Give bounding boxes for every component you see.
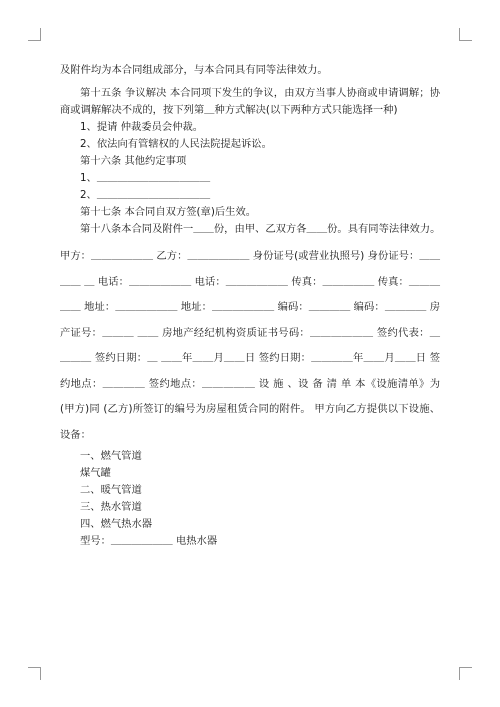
paragraph-option-arbitration: 1、提请 仲裁委员会仲裁。 [80, 121, 204, 133]
paragraph-article-16: 第十六条 其他约定事项 [80, 155, 187, 167]
crop-mark-bottom-right [459, 667, 472, 680]
equipment-item-heating-pipe: 二、暖气管道 [80, 484, 142, 496]
equipment-item-hot-water-pipe: 三、热水管道 [80, 501, 142, 513]
paragraph-other-item-1: 1、＿＿＿＿＿＿＿＿＿＿＿ [80, 172, 211, 184]
paragraph-option-litigation: 2、依法向有管辖权的人民法院提起诉讼。 [80, 138, 272, 150]
crop-mark-top-left [28, 28, 41, 41]
document-page [60, 62, 440, 550]
paragraph-article-17: 第十七条 本合同自双方签(章)后生效。 [80, 206, 257, 218]
paragraph-article-15: 第十五条 争议解决 本合同项下发生的争议，由双方当事人协商或申请调解；协商或调解解决不成的，按下列第＿种方式解决(以下两种方式只能选择一种) [60, 87, 440, 116]
equipment-item-gas-water-heater: 四、燃气热水器 [80, 518, 153, 530]
paragraph-signature-block: 甲方：＿＿＿＿＿＿ 乙方：＿＿＿＿＿＿ 身份证号(或营业执照号) 身份证号：＿＿＿＿ ＿ 电话：＿＿＿＿＿＿ 电话：＿＿＿＿＿＿ 传真：＿＿＿＿＿ 传真：＿＿＿＿＿ 地址：＿＿＿＿＿＿ 地址：＿＿＿＿＿＿ 编码：＿＿＿＿ 编码：＿＿＿＿ 房产证号：＿＿＿ ＿＿ 房地产经纪机构资质证书号码：＿＿＿＿＿＿ 签约代表：＿＿＿＿ 签约日期：＿ ＿＿年＿＿月＿＿日 签约日期：＿＿＿＿年＿＿月＿＿日 签约地点：＿＿＿＿ 签约地点：＿＿＿＿＿ 设 施 、设 备 清 单 本《设施清单》为 (甲方)同 (乙方)所签订的编号为房屋租赁合同的附件。 甲方向乙方提供以下设施、设备： [60, 250, 440, 441]
crop-mark-top-right [459, 28, 472, 41]
crop-mark-bottom-left [28, 667, 41, 680]
equipment-item-model-electric-heater: 型号：＿＿＿＿＿＿ 电热水器 [80, 535, 218, 547]
equipment-item-gas-tank: 煤气罐 [80, 467, 111, 479]
paragraph-article-18: 第十八条本合同及附件一＿＿份，由甲、乙双方各＿＿份。具有同等法律效力。 [80, 223, 441, 235]
paragraph-attachment-effect: 及附件均为本合同组成部分，与本合同具有同等法律效力。 [60, 64, 328, 76]
paragraph-other-item-2: 2、＿＿＿＿＿＿＿＿＿＿＿ [80, 189, 211, 201]
equipment-item-gas-pipe: 一、燃气管道 [80, 450, 142, 462]
